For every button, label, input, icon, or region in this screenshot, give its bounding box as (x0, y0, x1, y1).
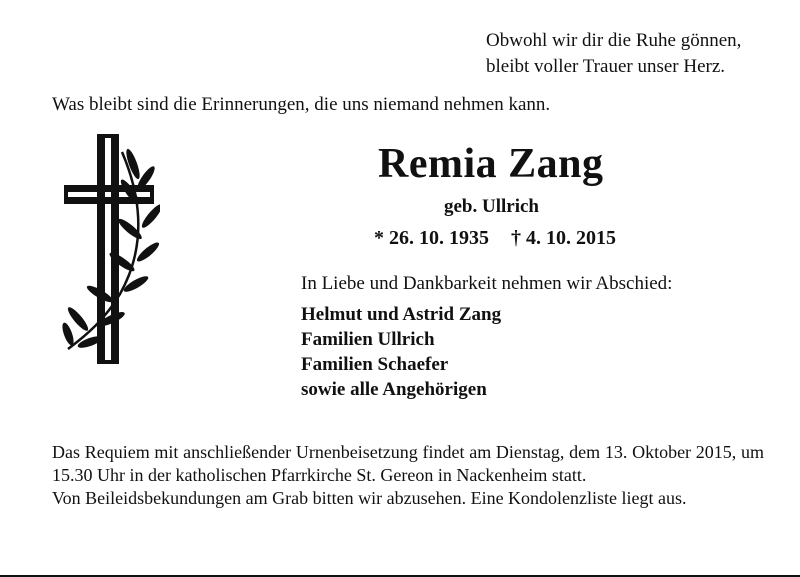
cross-with-palm-branch-icon (60, 134, 160, 366)
mourner-item: sowie alle Angehörigen (301, 379, 487, 400)
memory-line: Was bleibt sind die Erinnerungen, die uns niemand nehmen kann. (52, 94, 551, 115)
requiem-paragraph: Das Requiem mit anschließender Urnenbeisetzung findet am Dienstag, dem 13. Oktober 2015, um 15.30 Uhr in der katholischen Pfarrkirche St. Gereon in Nackenheim statt. (52, 442, 764, 485)
service-notice (52, 441, 764, 510)
mourners-list (301, 302, 501, 402)
quote-line-1: Obwohl wir dir die Ruhe gönnen, (486, 30, 742, 51)
farewell-line: In Liebe und Dankbarkeit nehmen wir Abschied: (301, 273, 673, 294)
mourner-item: Familien Schaefer (301, 354, 449, 375)
maiden-name: geb. Ullrich (444, 196, 539, 217)
deceased-name: Remia Zang (378, 141, 604, 187)
death-date: † 4. 10. 2015 (511, 227, 616, 249)
mourner-item: Helmut und Astrid Zang (301, 304, 502, 325)
quote-line-2: bleibt voller Trauer unser Herz. (486, 56, 726, 77)
birth-date: * 26. 10. 1935 (374, 227, 489, 249)
mourner-item: Familien Ullrich (301, 329, 435, 350)
condolence-paragraph: Von Beileidsbekundungen am Grab bitten wir abzusehen. Eine Kondolenzliste liegt aus. (52, 488, 687, 508)
quote-block (486, 28, 741, 80)
life-dates (374, 227, 616, 250)
